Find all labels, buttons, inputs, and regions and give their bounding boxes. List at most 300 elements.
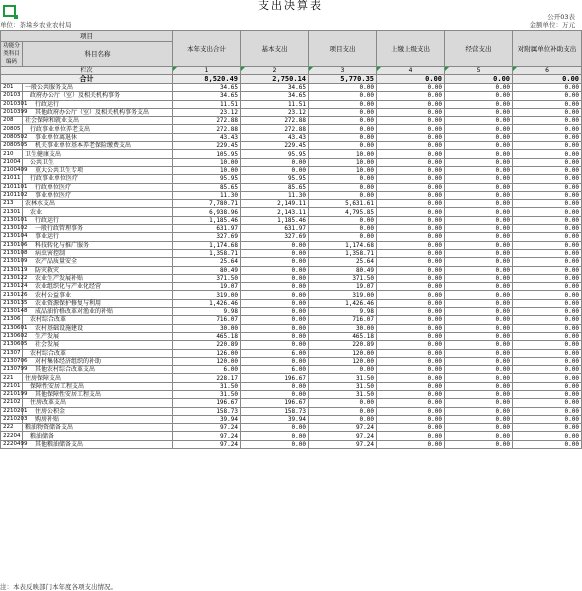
table-row[interactable] bbox=[1, 399, 582, 407]
row-value: 0.00 bbox=[241, 158, 309, 166]
row-value: 0.00 bbox=[513, 133, 582, 141]
row-value: 0.00 bbox=[513, 183, 582, 191]
row-value: 272.88 bbox=[241, 117, 309, 125]
row-value: 34.65 bbox=[241, 92, 309, 100]
row-value: 0.00 bbox=[513, 158, 582, 166]
row-value: 0.00 bbox=[513, 424, 582, 432]
row-value: 0.00 bbox=[445, 241, 513, 249]
row-name: 公共卫生 bbox=[23, 158, 173, 166]
row-value: 0.00 bbox=[241, 432, 309, 440]
row-value: 319.00 bbox=[173, 291, 241, 299]
row-name: 行政事业单位医疗 bbox=[23, 175, 173, 183]
table-row[interactable] bbox=[1, 374, 582, 382]
table-row[interactable] bbox=[1, 208, 582, 216]
row-value: 158.73 bbox=[173, 407, 241, 415]
row-value: 97.24 bbox=[173, 424, 241, 432]
row-value: 0.00 bbox=[241, 424, 309, 432]
header-col-6: 对附属单位补助支出 bbox=[513, 31, 582, 67]
row-value: 23.12 bbox=[241, 108, 309, 116]
row-value: 0.00 bbox=[445, 357, 513, 365]
row-code: 2130124 bbox=[1, 283, 23, 291]
row-code: 2130108 bbox=[1, 249, 23, 257]
table-row[interactable] bbox=[1, 133, 582, 141]
row-value: 0.00 bbox=[241, 308, 309, 316]
table-row[interactable] bbox=[1, 225, 582, 233]
row-code: 21306 bbox=[1, 316, 23, 324]
row-value: 10.00 bbox=[309, 158, 377, 166]
table-row[interactable] bbox=[1, 424, 582, 432]
row-name: 农业资源保护修复与利用 bbox=[23, 299, 173, 307]
row-code: 2080505 bbox=[1, 142, 23, 150]
row-value: 10.00 bbox=[309, 150, 377, 158]
row-value: 0.00 bbox=[309, 117, 377, 125]
row-value: 0.00 bbox=[445, 432, 513, 440]
row-code: 213 bbox=[1, 200, 23, 208]
row-value: 7,780.71 bbox=[173, 200, 241, 208]
row-value: 0.00 bbox=[445, 324, 513, 332]
header-col-4: 上缴上级支出 bbox=[377, 31, 445, 67]
row-value: 0.00 bbox=[513, 266, 582, 274]
row-value: 0.00 bbox=[241, 382, 309, 390]
table-row[interactable] bbox=[1, 100, 582, 108]
row-value: 0.00 bbox=[241, 390, 309, 398]
row-code: 21307 bbox=[1, 349, 23, 357]
row-value: 0.00 bbox=[309, 415, 377, 423]
row-value: 0.00 bbox=[377, 274, 445, 282]
row-value: 0.00 bbox=[513, 191, 582, 199]
table-row[interactable] bbox=[1, 150, 582, 158]
row-value: 0.00 bbox=[377, 100, 445, 108]
table-row[interactable] bbox=[1, 390, 582, 398]
row-code: 2101102 bbox=[1, 191, 23, 199]
table-row[interactable] bbox=[1, 249, 582, 257]
row-value: 0.00 bbox=[377, 424, 445, 432]
row-value: 0.00 bbox=[309, 84, 377, 92]
row-value: 0.00 bbox=[309, 133, 377, 141]
row-value: 1,185.46 bbox=[241, 216, 309, 224]
row-value: 11.30 bbox=[241, 191, 309, 199]
row-value: 0.00 bbox=[377, 175, 445, 183]
row-value: 319.00 bbox=[309, 291, 377, 299]
table-row[interactable] bbox=[1, 299, 582, 307]
table-row[interactable] bbox=[1, 366, 582, 374]
row-value: 31.50 bbox=[173, 390, 241, 398]
table-row[interactable] bbox=[1, 241, 582, 249]
row-value: 0.00 bbox=[445, 407, 513, 415]
row-value: 0.00 bbox=[445, 150, 513, 158]
row-value: 0.00 bbox=[377, 249, 445, 257]
row-name: 住房保障支出 bbox=[23, 374, 173, 382]
total-value: 8,520.49 bbox=[173, 75, 241, 84]
row-value: 2,143.11 bbox=[241, 208, 309, 216]
row-value: 25.64 bbox=[309, 258, 377, 266]
row-value: 220.89 bbox=[173, 341, 241, 349]
row-value: 0.00 bbox=[445, 84, 513, 92]
table-row[interactable] bbox=[1, 308, 582, 316]
total-value: 0.00 bbox=[445, 75, 513, 84]
row-value: 0.00 bbox=[445, 142, 513, 150]
row-value: 0.00 bbox=[377, 316, 445, 324]
row-code: 2130601 bbox=[1, 324, 23, 332]
row-value: 6.00 bbox=[241, 366, 309, 374]
table-row[interactable] bbox=[1, 216, 582, 224]
row-value: 31.50 bbox=[309, 382, 377, 390]
index-label: 栏次 bbox=[1, 67, 173, 75]
row-value: 0.00 bbox=[377, 216, 445, 224]
row-value: 80.49 bbox=[173, 266, 241, 274]
row-value: 0.00 bbox=[445, 382, 513, 390]
row-value: 0.00 bbox=[445, 374, 513, 382]
table-row[interactable] bbox=[1, 92, 582, 100]
row-value: 0.00 bbox=[513, 415, 582, 423]
row-code: 2130135 bbox=[1, 299, 23, 307]
row-value: 0.00 bbox=[513, 283, 582, 291]
row-value: 25.64 bbox=[173, 258, 241, 266]
row-value: 0.00 bbox=[445, 175, 513, 183]
row-value: 0.00 bbox=[377, 191, 445, 199]
row-value: 228.17 bbox=[173, 374, 241, 382]
row-code: 21011 bbox=[1, 175, 23, 183]
row-value: 0.00 bbox=[377, 308, 445, 316]
row-value: 229.45 bbox=[241, 142, 309, 150]
row-value: 0.00 bbox=[377, 299, 445, 307]
table-row[interactable] bbox=[1, 266, 582, 274]
row-value: 0.00 bbox=[377, 208, 445, 216]
row-value: 9.98 bbox=[173, 308, 241, 316]
row-value: 631.97 bbox=[173, 225, 241, 233]
row-code: 2130101 bbox=[1, 216, 23, 224]
row-value: 0.00 bbox=[309, 125, 377, 133]
row-value: 0.00 bbox=[445, 233, 513, 241]
row-value: 1,174.68 bbox=[173, 241, 241, 249]
row-value: 0.00 bbox=[513, 308, 582, 316]
row-value: 0.00 bbox=[445, 258, 513, 266]
money-unit: 金额单位：万元 bbox=[529, 21, 575, 29]
row-name: 病虫害控制 bbox=[23, 249, 173, 257]
expenditure-table bbox=[0, 30, 582, 449]
row-value: 0.00 bbox=[241, 440, 309, 448]
header-item: 项目 bbox=[1, 31, 173, 42]
row-value: 0.00 bbox=[309, 92, 377, 100]
row-value: 0.00 bbox=[377, 332, 445, 340]
row-value: 120.00 bbox=[309, 357, 377, 365]
row-name: 农产品质量安全 bbox=[23, 258, 173, 266]
row-value: 0.00 bbox=[513, 233, 582, 241]
row-code: 2010301 bbox=[1, 100, 23, 108]
table-row[interactable] bbox=[1, 341, 582, 349]
row-value: 0.00 bbox=[445, 366, 513, 374]
row-value: 85.65 bbox=[241, 183, 309, 191]
row-value: 6.00 bbox=[173, 366, 241, 374]
row-code: 2130605 bbox=[1, 341, 23, 349]
row-value: 0.00 bbox=[377, 183, 445, 191]
row-code: 2130126 bbox=[1, 291, 23, 299]
row-value: 31.50 bbox=[309, 374, 377, 382]
row-value: 0.00 bbox=[513, 299, 582, 307]
row-value: 0.00 bbox=[445, 266, 513, 274]
table-row[interactable] bbox=[1, 382, 582, 390]
row-name: 农业生产发展补贴 bbox=[23, 274, 173, 282]
row-name: 卫生健康支出 bbox=[23, 150, 173, 158]
table-row[interactable] bbox=[1, 332, 582, 340]
row-value: 0.00 bbox=[377, 357, 445, 365]
row-value: 0.00 bbox=[445, 299, 513, 307]
table-row[interactable] bbox=[1, 200, 582, 208]
row-code: 2130602 bbox=[1, 332, 23, 340]
row-name: 保障性安居工程支出 bbox=[23, 382, 173, 390]
index-cell: 3 bbox=[309, 67, 377, 75]
table-row[interactable] bbox=[1, 84, 582, 92]
row-value: 0.00 bbox=[309, 233, 377, 241]
report-header bbox=[0, 0, 581, 30]
table-row[interactable] bbox=[1, 108, 582, 116]
row-code: 22101 bbox=[1, 382, 23, 390]
row-name: 社会保障和就业支出 bbox=[23, 117, 173, 125]
row-value: 0.00 bbox=[309, 183, 377, 191]
row-value: 0.00 bbox=[377, 258, 445, 266]
row-value: 0.00 bbox=[309, 191, 377, 199]
row-value: 1,358.71 bbox=[309, 249, 377, 257]
row-name: 其他政府办公厅（室）及相关机构事务支出 bbox=[23, 108, 173, 116]
row-value: 0.00 bbox=[377, 440, 445, 448]
row-value: 95.95 bbox=[241, 175, 309, 183]
row-value: 0.00 bbox=[513, 175, 582, 183]
row-value: 0.00 bbox=[445, 316, 513, 324]
row-value: 0.00 bbox=[513, 274, 582, 282]
row-name: 防灾救灾 bbox=[23, 266, 173, 274]
row-value: 31.50 bbox=[309, 390, 377, 398]
row-value: 272.88 bbox=[241, 125, 309, 133]
row-value: 272.88 bbox=[173, 125, 241, 133]
index-cell: 1 bbox=[173, 67, 241, 75]
row-value: 0.00 bbox=[513, 117, 582, 125]
row-value: 0.00 bbox=[241, 241, 309, 249]
row-value: 0.00 bbox=[309, 407, 377, 415]
row-value: 0.00 bbox=[513, 249, 582, 257]
row-value: 0.00 bbox=[241, 332, 309, 340]
row-value: 10.00 bbox=[173, 158, 241, 166]
row-value: 0.00 bbox=[513, 349, 582, 357]
table-row[interactable] bbox=[1, 407, 582, 415]
row-code: 21301 bbox=[1, 208, 23, 216]
row-value: 0.00 bbox=[377, 390, 445, 398]
row-value: 4,795.85 bbox=[309, 208, 377, 216]
row-value: 0.00 bbox=[513, 291, 582, 299]
row-value: 11.51 bbox=[241, 100, 309, 108]
row-value: 631.97 bbox=[241, 225, 309, 233]
row-value: 1,426.46 bbox=[173, 299, 241, 307]
row-value: 6.00 bbox=[241, 349, 309, 357]
row-value: 0.00 bbox=[445, 399, 513, 407]
row-name: 农林水支出 bbox=[23, 200, 173, 208]
row-value: 0.00 bbox=[513, 316, 582, 324]
index-cell: 4 bbox=[377, 67, 445, 75]
row-value: 0.00 bbox=[241, 291, 309, 299]
table-row[interactable] bbox=[1, 432, 582, 440]
row-value: 0.00 bbox=[241, 249, 309, 257]
row-code: 2130122 bbox=[1, 274, 23, 282]
row-value: 0.00 bbox=[513, 399, 582, 407]
row-value: 0.00 bbox=[445, 349, 513, 357]
row-value: 0.00 bbox=[445, 424, 513, 432]
row-value: 0.00 bbox=[377, 125, 445, 133]
row-name: 农业组织化与产业化经营 bbox=[23, 283, 173, 291]
total-row bbox=[1, 75, 582, 84]
row-name: 事业单位医疗 bbox=[23, 191, 173, 199]
header-name: 科目名称 bbox=[23, 42, 173, 67]
table-row[interactable] bbox=[1, 349, 582, 357]
row-value: 0.00 bbox=[309, 225, 377, 233]
table-row[interactable] bbox=[1, 440, 582, 448]
table-row[interactable] bbox=[1, 357, 582, 365]
table-row[interactable] bbox=[1, 142, 582, 150]
table-row[interactable] bbox=[1, 415, 582, 423]
row-value: 97.24 bbox=[309, 424, 377, 432]
index-cell: 2 bbox=[241, 67, 309, 75]
table-row[interactable] bbox=[1, 274, 582, 282]
row-value: 0.00 bbox=[241, 283, 309, 291]
row-value: 126.00 bbox=[173, 349, 241, 357]
row-value: 0.00 bbox=[241, 258, 309, 266]
row-code: 2210199 bbox=[1, 390, 23, 398]
footnote: 注：本表反映部门本年度各项支出情况。 bbox=[0, 583, 117, 591]
row-name: 农村基础设施建设 bbox=[23, 324, 173, 332]
row-value: 0.00 bbox=[377, 366, 445, 374]
row-value: 0.00 bbox=[513, 357, 582, 365]
index-row bbox=[1, 67, 582, 75]
row-name: 粮油物资储备支出 bbox=[23, 424, 173, 432]
row-value: 97.24 bbox=[309, 432, 377, 440]
row-value: 371.50 bbox=[309, 274, 377, 282]
table-row[interactable] bbox=[1, 258, 582, 266]
header-col-1: 本年支出合计 bbox=[173, 31, 241, 67]
row-code: 221 bbox=[1, 374, 23, 382]
row-name: 其他农村综合改革支出 bbox=[23, 366, 173, 374]
row-value: 1,185.46 bbox=[173, 216, 241, 224]
header-code: 功能分类科目编码 bbox=[1, 42, 23, 67]
row-value: 0.00 bbox=[513, 150, 582, 158]
row-value: 0.00 bbox=[377, 382, 445, 390]
row-value: 0.00 bbox=[513, 241, 582, 249]
table-row[interactable] bbox=[1, 191, 582, 199]
row-value: 0.00 bbox=[377, 266, 445, 274]
header-col-5: 经营支出 bbox=[445, 31, 513, 67]
table-row[interactable] bbox=[1, 125, 582, 133]
row-name: 农村综合改革 bbox=[23, 349, 173, 357]
row-code: 2130148 bbox=[1, 308, 23, 316]
row-name: 其他粮油储备支出 bbox=[23, 440, 173, 448]
row-name: 政府办公厅（室）及相关机构事务 bbox=[23, 92, 173, 100]
row-value: 0.00 bbox=[241, 324, 309, 332]
table-row[interactable] bbox=[1, 291, 582, 299]
row-value: 0.00 bbox=[445, 117, 513, 125]
row-value: 0.00 bbox=[445, 440, 513, 448]
row-value: 19.07 bbox=[173, 283, 241, 291]
table-row[interactable] bbox=[1, 324, 582, 332]
total-value: 2,750.14 bbox=[241, 75, 309, 84]
table-row[interactable] bbox=[1, 175, 582, 183]
row-name: 重大公共卫生专项 bbox=[23, 166, 173, 174]
table-row[interactable] bbox=[1, 158, 582, 166]
row-name: 事业单位离退休 bbox=[23, 133, 173, 141]
row-value: 95.95 bbox=[173, 175, 241, 183]
row-value: 0.00 bbox=[513, 366, 582, 374]
row-value: 196.67 bbox=[241, 399, 309, 407]
row-value: 120.00 bbox=[309, 349, 377, 357]
row-value: 0.00 bbox=[445, 183, 513, 191]
row-name: 科技转化与推广服务 bbox=[23, 241, 173, 249]
row-code: 208 bbox=[1, 117, 23, 125]
row-value: 0.00 bbox=[513, 92, 582, 100]
row-value: 327.69 bbox=[173, 233, 241, 241]
table-row[interactable] bbox=[1, 166, 582, 174]
row-code: 22102 bbox=[1, 399, 23, 407]
row-value: 120.00 bbox=[173, 357, 241, 365]
row-value: 0.00 bbox=[377, 158, 445, 166]
row-value: 716.07 bbox=[173, 316, 241, 324]
row-value: 327.69 bbox=[241, 233, 309, 241]
row-value: 0.00 bbox=[445, 274, 513, 282]
row-value: 43.43 bbox=[241, 133, 309, 141]
row-value: 2,149.11 bbox=[241, 200, 309, 208]
row-value: 0.00 bbox=[445, 166, 513, 174]
row-code: 2130102 bbox=[1, 225, 23, 233]
row-code: 2130119 bbox=[1, 266, 23, 274]
row-name: 住房改革支出 bbox=[23, 399, 173, 407]
row-value: 0.00 bbox=[445, 200, 513, 208]
row-code: 210 bbox=[1, 150, 23, 158]
row-value: 0.00 bbox=[513, 108, 582, 116]
row-value: 0.00 bbox=[309, 399, 377, 407]
row-name: 行政运行 bbox=[23, 216, 173, 224]
row-value: 0.00 bbox=[377, 108, 445, 116]
row-value: 19.07 bbox=[309, 283, 377, 291]
table-row[interactable] bbox=[1, 283, 582, 291]
row-value: 465.18 bbox=[309, 332, 377, 340]
table-row[interactable] bbox=[1, 233, 582, 241]
row-value: 97.24 bbox=[309, 440, 377, 448]
row-name: 住房公积金 bbox=[23, 407, 173, 415]
index-cell: 5 bbox=[445, 67, 513, 75]
row-value: 11.51 bbox=[173, 100, 241, 108]
row-value: 0.00 bbox=[445, 341, 513, 349]
row-name: 生产发展 bbox=[23, 332, 173, 340]
table-row[interactable] bbox=[1, 117, 582, 125]
row-value: 30.00 bbox=[309, 324, 377, 332]
row-value: 95.95 bbox=[241, 150, 309, 158]
row-value: 6,938.96 bbox=[173, 208, 241, 216]
header-col-2: 基本支出 bbox=[241, 31, 309, 67]
row-value: 0.00 bbox=[513, 258, 582, 266]
row-value: 0.00 bbox=[445, 332, 513, 340]
index-cell: 6 bbox=[513, 67, 582, 75]
total-value: 0.00 bbox=[513, 75, 582, 84]
table-row[interactable] bbox=[1, 316, 582, 324]
row-value: 0.00 bbox=[513, 200, 582, 208]
row-value: 0.00 bbox=[309, 108, 377, 116]
row-value: 0.00 bbox=[377, 415, 445, 423]
row-value: 220.89 bbox=[309, 341, 377, 349]
total-value: 5,770.35 bbox=[309, 75, 377, 84]
table-row[interactable] bbox=[1, 183, 582, 191]
row-name: 粮油储备 bbox=[23, 432, 173, 440]
row-code: 2220499 bbox=[1, 440, 23, 448]
row-value: 0.00 bbox=[445, 208, 513, 216]
row-value: 97.24 bbox=[173, 440, 241, 448]
row-value: 0.00 bbox=[309, 366, 377, 374]
row-value: 0.00 bbox=[241, 166, 309, 174]
row-value: 0.00 bbox=[309, 216, 377, 224]
